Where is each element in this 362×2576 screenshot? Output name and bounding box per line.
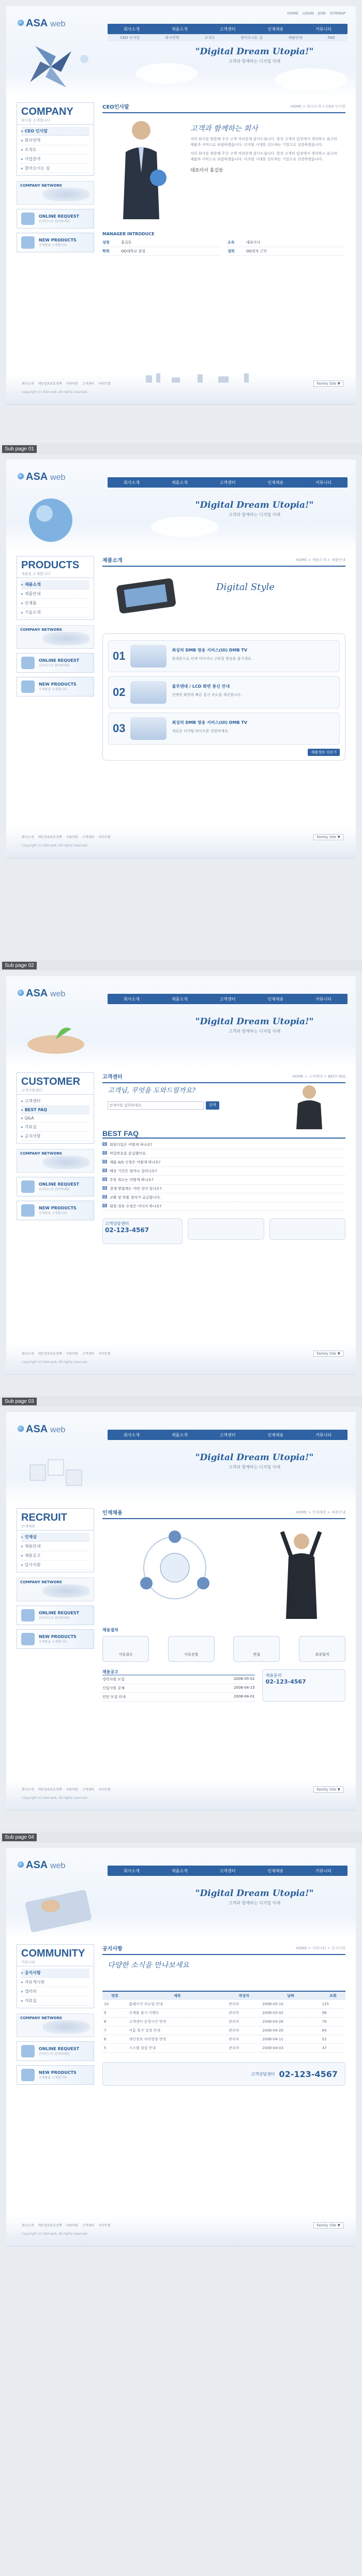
family-site-select[interactable]: Family Site ▼ — [313, 1786, 343, 1793]
side-menu-item[interactable]: ▸ 자료실 — [21, 1996, 89, 2006]
footer-links — [22, 381, 110, 386]
sub-page-recruit — [6, 1412, 356, 1811]
footer-link[interactable]: 고객센터 — [82, 382, 94, 386]
footer-link[interactable]: 고객센터 — [82, 1352, 94, 1356]
side-menu-item[interactable]: ▸ 공지사항 — [21, 1968, 89, 1978]
logo[interactable]: ASA web — [26, 1423, 66, 1435]
copyright: Copyright (c) ASA web. All rights reserved. — [22, 1796, 88, 1800]
company-network[interactable]: COMPANY NETWORK — [17, 1578, 94, 1601]
nav-item[interactable]: 커뮤니티 — [315, 996, 332, 1002]
search-button[interactable]: 검색 — [206, 1101, 219, 1110]
online-request-banner[interactable]: ONLINE REQUEST 온라인으로 문의하세요 — [17, 2041, 94, 2061]
content — [102, 102, 345, 253]
page-title: 제품소개 — [102, 558, 123, 564]
globe-visual — [20, 492, 97, 549]
footer-link[interactable]: 개인정보보호정책 — [38, 836, 62, 839]
online-request-banner[interactable]: ONLINE REQUEST 온라인으로 문의하세요 — [17, 1177, 94, 1196]
content — [102, 556, 345, 754]
footer-link[interactable]: 사이트맵 — [98, 382, 111, 386]
page-title: 공지사항 — [102, 1946, 123, 1952]
more-button[interactable]: 제품정보 더보기 — [308, 749, 340, 756]
nav-item[interactable]: 고객센터 — [219, 996, 236, 1002]
breadcrumb: HOME > 인재채용 > 채용안내 — [296, 1510, 345, 1514]
table-row[interactable]: 6 개인정보 처리방침 변경 관리자 2008-04-11 52 — [102, 2035, 345, 2044]
main-nav — [108, 24, 348, 34]
faq-item[interactable]: Q 회원가입은 어떻게 하나요? — [102, 1141, 345, 1149]
product-slogan: Digital Style — [216, 582, 275, 593]
column-header: 날짜 — [261, 1991, 320, 2000]
notice-row[interactable]: 인턴 모집 안내 2008-04-01 — [102, 1693, 255, 1702]
header — [6, 976, 356, 1068]
footer-link[interactable]: 고객센터 — [82, 836, 94, 839]
header — [6, 1412, 356, 1504]
top-link[interactable]: JOIN — [318, 11, 326, 16]
product-thumb — [130, 717, 167, 740]
sub-nav-item[interactable]: 회사연혁 — [165, 36, 179, 40]
nav-item[interactable]: 커뮤니티 — [315, 480, 332, 485]
nav-item[interactable]: 인재채용 — [267, 996, 284, 1002]
notice-title: 채용공고 — [102, 1669, 255, 1675]
nav-item[interactable]: 인재채용 — [267, 480, 284, 485]
sub-page-products — [6, 460, 356, 858]
world-map-icon — [43, 188, 89, 201]
copyright: Copyright (c) ASA web. All rights reserved. — [22, 844, 88, 847]
flow-step: 서류접수 — [102, 1636, 149, 1662]
side-menu-item[interactable]: ▸ 채용안내 — [21, 1542, 89, 1551]
agent-photo — [289, 1083, 330, 1129]
side-menu-item[interactable]: ▸ 채용공고 — [21, 1551, 89, 1560]
info-row: 학력 OO대학교 졸업 — [102, 247, 220, 256]
nav-item[interactable]: 고객센터 — [219, 26, 236, 32]
section-title: RECRUIT 인재채용 — [17, 1508, 94, 1530]
product-step[interactable]: 02 블루텐데 / LCD 화면 통신 안내 선명한 화면과 빠른 통신 속도를 제공합니다. — [108, 676, 340, 708]
section-title: CUSTOMER 고객지원센터 — [17, 1072, 94, 1094]
content — [102, 1944, 345, 2079]
nav-item[interactable]: 커뮤니티 — [315, 1432, 332, 1437]
ceo-message: 저희 회사를 방문해 주신 고객 여러분께 감사드립니다. 항상 고객의 입장에서 생각하고 최고의 제품과 서비스로 보답하겠습니다. 디지털 시대를 선도하는 기업으로 성장하겠습니다. — [190, 137, 337, 147]
section-title: COMMUNITY 커뮤니티 — [17, 1944, 94, 1966]
main-nav — [108, 994, 348, 1004]
footer-link[interactable]: 회사소개 — [22, 382, 34, 386]
footer-link[interactable]: 이용약관 — [66, 1788, 78, 1792]
footer-link[interactable]: 이용약관 — [66, 2224, 78, 2228]
footer — [6, 2215, 356, 2246]
logo[interactable]: ASA web — [26, 18, 66, 29]
side-menu-item[interactable]: ▸ 입사지원 — [21, 1560, 89, 1570]
header — [6, 6, 356, 98]
sub-page-divider: Sub page 04 — [0, 1831, 362, 1843]
side-menu-item[interactable]: ▸ 자료실 — [21, 1123, 89, 1132]
slogan: "Digital Dream Utopia!" 고객과 함께하는 디지털 미래 — [195, 1017, 314, 1034]
side-menu-item[interactable]: ▸ 자유게시판 — [21, 1978, 89, 1987]
column-header: 번호 — [102, 1991, 127, 2000]
table-row[interactable]: 10 홈페이지 리뉴얼 안내 관리자 2008-05-10 125 — [102, 2000, 345, 2009]
world-map-icon — [43, 1584, 89, 1598]
family-site-select[interactable]: Family Site ▼ — [313, 2222, 343, 2229]
footer-link[interactable]: 회사소개 — [22, 836, 34, 839]
copyright: Copyright (c) ASA web. All rights reserved. — [22, 390, 88, 394]
side-menu-item[interactable]: ▸ 사업분야 — [21, 155, 89, 164]
nav-item[interactable]: 제품소개 — [171, 1868, 188, 1873]
header — [6, 1848, 356, 1940]
nav-item[interactable]: 커뮤니티 — [315, 1868, 332, 1873]
footer-link[interactable]: 사이트맵 — [98, 836, 111, 839]
footer-link[interactable]: 사이트맵 — [98, 1352, 111, 1356]
footer-link[interactable]: 사이트맵 — [98, 1788, 111, 1792]
footer-link[interactable]: 개인정보보호정책 — [38, 1788, 62, 1792]
footer — [6, 1779, 356, 1810]
footer — [6, 1343, 356, 1374]
info-row: 성명 홍길동 — [102, 238, 220, 247]
top-link[interactable]: HOME — [287, 11, 298, 16]
content — [102, 1072, 345, 1234]
new-products-banner[interactable]: NEW PRODUCTS 신제품을 소개합니다 — [17, 233, 94, 252]
footer-link[interactable]: 개인정보보호정책 — [38, 382, 62, 386]
footer-link[interactable]: 사이트맵 — [98, 2224, 111, 2228]
footer-link[interactable]: 개인정보보호정책 — [38, 2224, 62, 2228]
ceo-message-2: 저희 회사를 방문해 주신 고객 여러분께 감사드립니다. 항상 고객의 입장에서 생각하고 최고의 제품과 서비스로 보답하겠습니다. 디지털 시대를 선도하는 기업으로 성장하겠습니다. — [190, 151, 337, 161]
page-title: CEO인사말 — [102, 104, 129, 110]
family-site-select[interactable]: Family Site ▼ — [313, 381, 343, 387]
sub-page-divider: Sub page 03 — [0, 1396, 362, 1407]
nav-item[interactable]: 제품소개 — [171, 996, 188, 1002]
nav-item[interactable]: 고객센터 — [219, 1432, 236, 1437]
footer-links — [22, 835, 110, 839]
top-links — [288, 11, 345, 16]
footer-link[interactable]: 고객센터 — [82, 1788, 94, 1792]
talent-diagram — [113, 1524, 237, 1612]
info-row: 소속 대표이사 — [228, 238, 345, 247]
nav-item[interactable]: 인재채용 — [267, 1432, 284, 1437]
notice-row[interactable]: 신입사원 공채 2008-04-15 — [102, 1684, 255, 1693]
page-title: 고객센터 — [102, 1074, 123, 1080]
nav-item[interactable]: 제품소개 — [171, 480, 188, 485]
nav-item[interactable]: 회사소개 — [123, 26, 140, 32]
side-menu-item[interactable]: ▸ Q&A — [21, 1114, 89, 1123]
column-header: 조회 — [321, 1991, 345, 2000]
page-title: 인재채용 — [102, 1510, 123, 1516]
side-menu — [17, 124, 94, 176]
side-menu-item[interactable]: ▸ 조직도 — [21, 145, 89, 155]
device-photo — [108, 571, 185, 623]
header — [6, 460, 356, 552]
section-title: COMPANY 회사를 소개합니다 — [17, 102, 94, 124]
side-menu-item[interactable]: ▸ 공지사항 — [21, 1132, 89, 1141]
side-menu-item[interactable]: ▸ 제품소개 — [21, 580, 89, 589]
flow-title: 채용절차 — [102, 1628, 118, 1632]
sub-page-customer — [6, 976, 356, 1375]
main-nav — [108, 477, 348, 488]
sub-nav-item[interactable]: 찾아오시는 길 — [240, 36, 263, 40]
sub-nav-item[interactable]: FAQ — [327, 36, 335, 40]
footer-links — [22, 1787, 110, 1792]
footer-link[interactable]: 회사소개 — [22, 1788, 34, 1792]
online-request-banner[interactable]: ONLINE REQUEST 온라인으로 문의하세요 — [17, 1605, 94, 1625]
company-network[interactable]: COMPANY NETWORK — [17, 625, 94, 649]
flow-step: 서류전형 — [168, 1636, 215, 1662]
side-menu — [17, 578, 94, 620]
top-link[interactable]: SITEMAP — [329, 11, 345, 16]
faq-item[interactable]: Q 비밀번호를 분실했어요. — [102, 1149, 345, 1158]
side-menu-item[interactable]: ▸ 찾아오시는 길 — [21, 164, 89, 173]
product-thumb — [130, 645, 167, 668]
blocks-visual — [20, 1444, 97, 1501]
sub-nav-item[interactable]: 제품안내 — [288, 36, 303, 40]
nav-item[interactable]: 고객센터 — [219, 1868, 236, 1873]
table-row[interactable]: 7 여름 휴가 일정 안내 관리자 2008-04-20 64 — [102, 2026, 345, 2035]
left-menu — [17, 102, 94, 252]
faq-item[interactable]: Q 교환 및 반품 절차가 궁금합니다. — [102, 1193, 345, 1202]
flow-step: 최종합격 — [299, 1636, 345, 1662]
content-header — [102, 1072, 345, 1083]
content — [102, 1508, 345, 1699]
side-menu-item[interactable]: ▸ 기술소개 — [21, 608, 89, 617]
notice-row[interactable]: 경력사원 모집 2008-05-01 — [102, 1675, 255, 1684]
sub-nav-item[interactable]: 조직도 — [204, 36, 215, 40]
faq-item[interactable]: Q 주문 취소는 어떻게 하나요? — [102, 1176, 345, 1185]
online-request-banner[interactable]: ONLINE REQUEST 온라인으로 문의하세요 — [17, 653, 94, 673]
footer-links — [22, 1351, 110, 1356]
faq-item[interactable]: Q 배송 기간은 얼마나 걸리나요? — [102, 1167, 345, 1176]
email-box[interactable] — [269, 1218, 345, 1240]
footer-link[interactable]: 회사소개 — [22, 2224, 34, 2228]
flow-step: 면접 — [233, 1636, 280, 1662]
ceo-sign: 대표이사 홍길동 — [190, 168, 223, 173]
nav-item[interactable]: 제품소개 — [171, 26, 188, 32]
slogan: "Digital Dream Utopia!" 고객과 함께하는 디지털 미래 — [195, 1452, 314, 1469]
side-menu-item[interactable]: ▸ 인재상 — [21, 1533, 89, 1542]
side-menu-item[interactable]: ▸ 회사연혁 — [21, 136, 89, 145]
side-menu — [17, 1094, 94, 1144]
nav-item[interactable]: 회사소개 — [123, 1432, 140, 1437]
nav-item[interactable]: 회사소개 — [123, 996, 140, 1002]
table-row[interactable]: 9 신제품 출시 이벤트 관리자 2008-05-02 98 — [102, 2009, 345, 2018]
slogan: "Digital Dream Utopia!" 고객과 함께하는 디지털 미래 — [195, 1888, 314, 1905]
logo[interactable]: ASA web — [26, 988, 66, 999]
manager-label: MANAGER INTRODUCE — [102, 232, 155, 236]
column-header: 작성자 — [227, 1991, 261, 2000]
skyline-icon — [141, 373, 275, 383]
sub-nav — [108, 34, 348, 41]
faq-item[interactable]: Q 회원 정보 수정은 어디서 하나요? — [102, 1202, 345, 1211]
world-map-icon — [43, 1156, 89, 1169]
world-map-icon — [43, 2020, 89, 2034]
new-products-banner[interactable]: NEW PRODUCTS 신제품을 소개합니다 — [17, 1201, 94, 1220]
column-header: 제목 — [127, 1991, 227, 2000]
qna-box[interactable] — [188, 1218, 264, 1240]
footer — [6, 373, 356, 404]
side-menu-item[interactable]: ▸ 신제품 — [21, 599, 89, 608]
logo[interactable]: ASA web — [26, 471, 66, 482]
nav-item[interactable]: 제품소개 — [171, 1432, 188, 1437]
company-network[interactable]: COMPANY NETWORK — [17, 1149, 94, 1173]
community-greeting: 다양한 소식을 만나보세요 — [108, 1961, 189, 1969]
nav-item[interactable]: 회사소개 — [123, 1868, 140, 1873]
slogan: "Digital Dream Utopia!" 고객과 함께하는 디지털 미래 — [195, 47, 314, 64]
faq-item[interactable]: Q 결제 방법에는 어떤 것이 있나요? — [102, 1185, 345, 1193]
left-menu — [17, 556, 94, 696]
new-products-banner[interactable]: NEW PRODUCTS 신제품을 소개합니다 — [17, 2065, 94, 2085]
sub-page-divider: Sub page 02 — [0, 960, 362, 971]
top-link[interactable]: LOGIN — [302, 11, 314, 16]
customer-greeting: 고객님, 무엇을 도와드릴까요? — [108, 1087, 196, 1095]
breadcrumb: HOME > 제품소개 > 제품안내 — [296, 557, 345, 562]
footer-links — [22, 2223, 110, 2228]
left-menu — [17, 1072, 94, 1220]
main-nav — [108, 1430, 348, 1440]
company-network[interactable]: COMPANY NETWORK — [17, 2013, 94, 2037]
contact-box: 채용문의 02-123-4567 — [262, 1669, 345, 1702]
slogan: "Digital Dream Utopia!" 고객과 함께하는 디지털 미래 — [195, 500, 314, 517]
breadcrumb: HOME > 회사소개 > CEO 인사말 — [290, 104, 345, 109]
keyboard-visual — [20, 1880, 97, 1937]
pinwheel-visual — [20, 38, 97, 95]
product-step[interactable]: 01 최상의 DMB 방송 서비스(UI) DMB TV 휴대폰으로 언제 어디서나 고화질 방송을 즐기세요. — [108, 640, 340, 672]
nav-item[interactable]: 인재채용 — [267, 1868, 284, 1873]
nav-item[interactable]: 인재채용 — [267, 26, 284, 32]
side-menu-item[interactable]: ▸ 제품안내 — [21, 589, 89, 599]
faq-title: BEST FAQ — [102, 1129, 345, 1139]
content-header — [102, 556, 345, 567]
footer-link[interactable]: 이용약관 — [66, 1352, 78, 1356]
copyright: Copyright (c) ASA web. All rights reserved. — [22, 1360, 88, 1364]
family-site-select[interactable]: Family Site ▼ — [313, 1351, 343, 1357]
phone-box: 고객상담센터 02-123-4567 — [102, 1218, 183, 1244]
copyright: Copyright (c) ASA web. All rights reserved. — [22, 2232, 88, 2236]
section-title: PRODUCTS 제품을 소개합니다 — [17, 556, 94, 578]
side-menu-item[interactable]: ▸ BEST FAQ — [21, 1106, 89, 1114]
breadcrumb: HOME > 고객센터 > BEST FAQ — [292, 1074, 345, 1079]
sub-page-company — [6, 6, 356, 405]
footer-link[interactable]: 개인정보보호정책 — [38, 1352, 62, 1356]
info-row: 경력 OO전자 근무 — [228, 247, 345, 256]
footer-link[interactable]: 회사소개 — [22, 1352, 34, 1356]
ceo-photo — [113, 116, 170, 219]
nav-item[interactable]: 커뮤니티 — [315, 26, 332, 32]
new-products-banner[interactable]: NEW PRODUCTS 신제품을 소개합니다 — [17, 677, 94, 696]
side-menu-item[interactable]: ▸ 갤러리 — [21, 1987, 89, 1996]
phone-box: 고객상담센터 02-123-4567 — [102, 2062, 345, 2086]
footer-link[interactable]: 이용약관 — [66, 382, 78, 386]
footer-link[interactable]: 이용약관 — [66, 836, 78, 839]
side-menu — [17, 1966, 94, 2008]
notice-table — [102, 1991, 345, 2053]
content-header — [102, 1508, 345, 1519]
hand-leaf-visual — [20, 1008, 97, 1065]
faq-search-input[interactable] — [108, 1101, 204, 1110]
man-photo — [273, 1521, 330, 1619]
sub-page-community — [6, 1848, 356, 2247]
nav-item[interactable]: 고객센터 — [219, 480, 236, 485]
left-menu — [17, 1508, 94, 1649]
side-menu — [17, 1530, 94, 1572]
content-header — [102, 102, 345, 113]
left-menu — [17, 1944, 94, 2085]
footer-link[interactable]: 고객센터 — [82, 2224, 94, 2228]
product-step[interactable]: 03 최상의 DMB 방송 서비스(UI) DMB TV 새로운 디지털 라이프를 경험하세요. — [108, 713, 340, 745]
table-row[interactable]: 8 고객센터 운영시간 변경 관리자 2008-04-28 76 — [102, 2018, 345, 2026]
main-nav — [108, 1866, 348, 1876]
company-network[interactable]: COMPANY NETWORK — [17, 181, 94, 205]
sub-nav-item[interactable]: CEO 인사말 — [120, 36, 140, 40]
product-thumb — [130, 681, 167, 704]
side-menu-item[interactable]: ▸ 고객센터 — [21, 1097, 89, 1106]
side-menu-item[interactable]: ▸ CEO 인사말 — [21, 127, 89, 136]
ceo-greeting: 고객과 함께하는 회사 — [190, 125, 258, 133]
sub-page-divider: Sub page 01 — [0, 443, 362, 454]
nav-item[interactable]: 회사소개 — [123, 480, 140, 485]
online-request-banner[interactable]: ONLINE REQUEST 온라인으로 문의하세요 — [17, 209, 94, 229]
family-site-select[interactable]: Family Site ▼ — [313, 834, 343, 840]
faq-item[interactable]: Q 제품 A/S 신청은 어떻게 하나요? — [102, 1158, 345, 1167]
logo[interactable]: ASA web — [26, 1859, 66, 1871]
new-products-banner[interactable]: NEW PRODUCTS 신제품을 소개합니다 — [17, 1629, 94, 1649]
content-header — [102, 1944, 345, 1955]
breadcrumb: HOME > 커뮤니티 > 공지사항 — [296, 1946, 345, 1950]
world-map-icon — [43, 632, 89, 645]
table-row[interactable]: 5 시스템 점검 안내 관리자 2008-04-03 47 — [102, 2044, 345, 2053]
manager-info — [102, 238, 345, 256]
footer — [6, 827, 356, 858]
